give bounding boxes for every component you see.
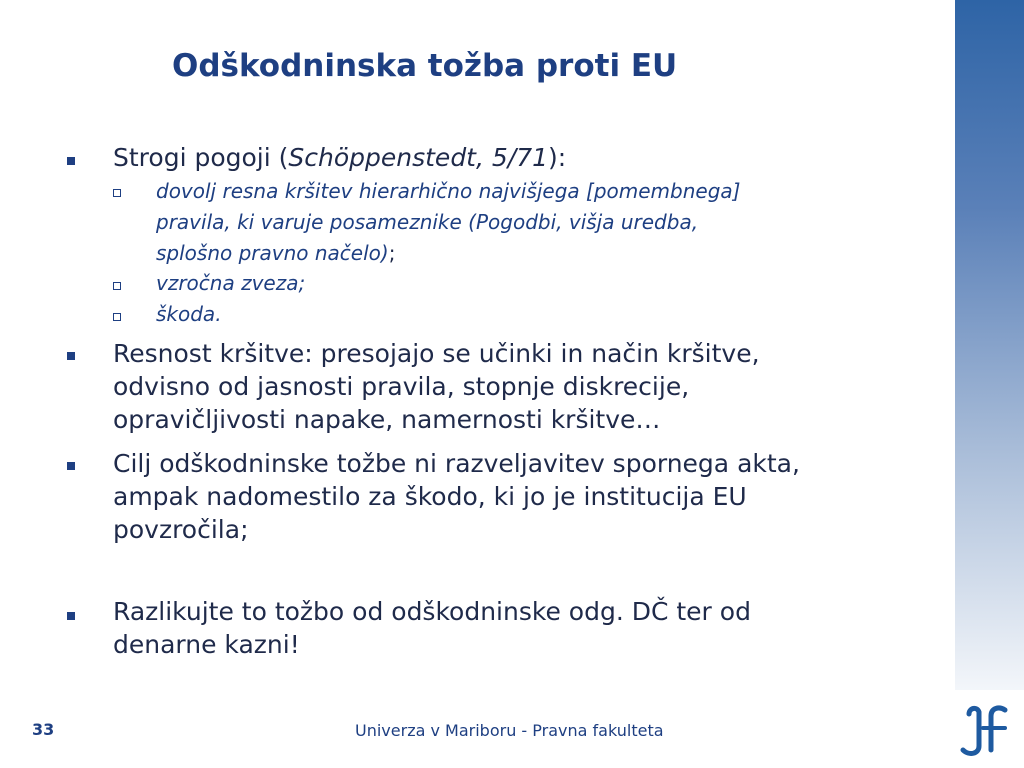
sub-bullet-marker	[113, 313, 121, 321]
bullet-4-line-2: denarne kazni!	[113, 630, 300, 659]
bullet-marker	[67, 352, 75, 360]
bullet-3-line-2: ampak nadomestilo za škodo, ki jo je institucija EU	[113, 482, 747, 511]
bullet-3-line-1: Cilj odškodninske tožbe ni razveljavitev spornega akta,	[113, 449, 800, 478]
sub-item-2: vzročna zveza;	[156, 271, 306, 295]
page-number: 33	[32, 720, 55, 739]
sub-item-1-text-end: ;	[388, 241, 396, 265]
bullet-2-line-3: opravičljivosti napake, namernosti kršitve…	[113, 405, 661, 434]
footer-institution: Univerza v Mariboru - Pravna fakulteta	[355, 721, 664, 740]
bullet-marker	[67, 612, 75, 620]
sub-item-1-line-3	[156, 238, 395, 269]
sub-item-1-line-1: dovolj resna kršitev hierarhično najvišjega [pomembnega]	[156, 179, 741, 203]
sub-item-1-text: splošno pravno načelo)	[156, 241, 389, 265]
decorative-side-band	[955, 0, 1024, 690]
bullet-1-line-1	[113, 142, 566, 174]
bullet-marker	[67, 462, 75, 470]
case-citation: Schöppenstedt, 5/71	[288, 143, 549, 172]
bullet-4-line-1: Razlikujte to tožbo od odškodninske odg. DČ ter od	[113, 597, 751, 626]
bullet-3-line-3: povzročila;	[113, 515, 249, 544]
bullet-1-text-end: ):	[548, 143, 567, 172]
bullet-2-line-2: odvisno od jasnosti pravila, stopnje diskrecije,	[113, 372, 690, 401]
sub-bullet-marker	[113, 189, 121, 197]
bullet-2-line-1: Resnost kršitve: presojajo se učinki in način kršitve,	[113, 339, 760, 368]
bullet-marker	[67, 157, 75, 165]
slide-title: Odškodninska tožba proti EU	[172, 48, 678, 84]
sub-bullet-marker	[113, 282, 121, 290]
sub-item-1-line-2: pravila, ki varuje posameznike (Pogodbi, višja uredba,	[156, 210, 699, 234]
bullet-1-text: Strogi pogoji (	[113, 143, 289, 172]
pf-logo-icon	[955, 700, 1015, 760]
sub-item-3: škoda.	[156, 302, 222, 326]
